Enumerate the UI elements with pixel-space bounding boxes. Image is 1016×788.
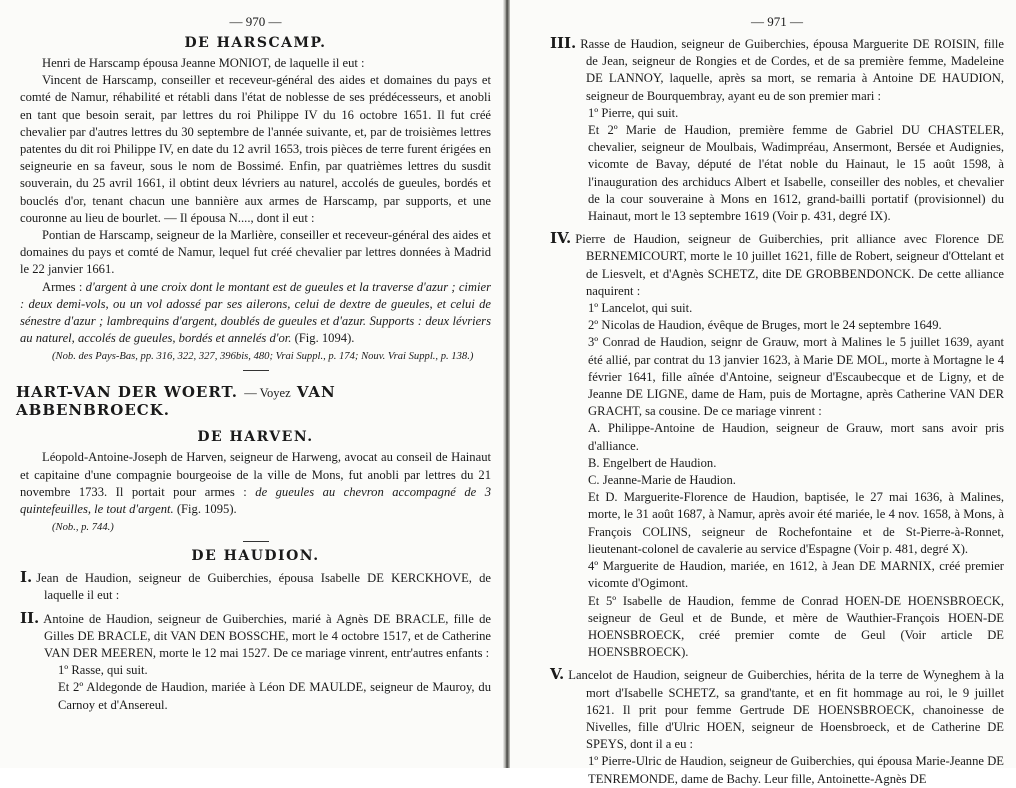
child-entry: 1º Pierre-Ulric de Haudion, seigneur de Guiberchies, qui épousa Marie-Jeanne DE TENREMONDE, dame de Bachy. Leur fille, Antoinette-Agnès DE (588, 754, 1004, 786)
generation-text: Antoine de Haudion, seigneur de Guiberchies, marié à Agnès DE BRACLE, fille de Gilles DE BRACLE, dit VAN DEN BOSSCHE, mort le 4 octobre 1517, et de Catherine VAN DER MEEREN, morte le 12 mai 1527. De ce mariage vinrent, entr'autres enfants : (43, 611, 491, 661)
roman-numeral: II. (20, 608, 40, 627)
book-gutter (503, 0, 510, 768)
hart-title: HART-VAN DER WOERT. (16, 383, 238, 402)
see-target: VAN ABBENBROECK. (16, 383, 336, 420)
figure-ref: (Fig. 1094). (294, 331, 355, 346)
child-entry: 1º Lancelot, qui suit. (588, 301, 693, 316)
grandchild-entry: B. Engelbert de Haudion. (588, 455, 717, 470)
generation-iv (550, 230, 1004, 300)
child-entry: 1º Pierre, qui suit. (588, 105, 679, 120)
heading-harscamp: DE HARSCAMP. (184, 35, 327, 51)
page-971 (510, 0, 1016, 786)
heading-haudion: DE HAUDION. (191, 548, 320, 565)
harscamp-sources: (Nob. des Pays-Bas, pp. 316, 322, 327, 396bis, 480; Vrai Suppl., p. 174; Nouv. Vrai Suppl., p. 138.) (52, 351, 474, 363)
generation-text: Pierre de Haudion, seigneur de Guiberchies, prit alliance avec Florence DE BERNEMICOURT, morte le 10 juillet 1621, fille de Robert, seigneur d'Ottelant et de Liesvelt, et d'Agnès SCHETZ, dite DE GROBBENDONCK. De cette alliance naquirent : (575, 232, 1004, 298)
roman-numeral: V. (550, 665, 565, 684)
divider (243, 370, 269, 371)
harven-text (20, 449, 491, 518)
see-label: — Voyez (244, 386, 291, 401)
roman-numeral: I. (20, 568, 33, 587)
page-970 (0, 0, 505, 768)
child-entry: 3º Conrad de Haudion, seignr de Grauw, mort à Malines le 5 juillet 1639, ayant été allié, par contrat du 13 janvier 1623, à Marie DE MOL, morte à Mortagne le 4 février 1641, fille aînée d'Antoine, seigneur d'Escaubecque et de Ligny, et de Jeanne DE LIGNE, dame de Ham, puis de Mortagne, après Catherine VAN DER GRACHT, sa cousine. De ce mariage vinrent : (588, 335, 1004, 419)
armes-label: Armes : (42, 279, 83, 294)
harven-armes: de gueules au chevron accompagné de 3 quintefeuilles, le tout d'argent. (20, 484, 491, 517)
generation-text: Rasse de Haudion, seigneur de Guiberchies, épousa Marguerite DE ROISIN, fille de Jean, seigneur de Rongies et de Cordes, et de sa première femme, Madeleine DE LANNOY, laquelle, après sa mort, se remaria à Antoine DE HAUDION, seigneur de Bourquembray, ayant eu de son premier mari : (580, 37, 1004, 103)
harscamp-armes (20, 279, 491, 348)
generation-ii (20, 610, 491, 663)
generation-text: Jean de Haudion, seigneur de Guiberchies, épousa Isabelle DE KERCKHOVE, de laquelle il eut : (36, 571, 491, 603)
harscamp-vincent: Vincent de Harscamp, conseiller et receveur-général des aides et domaines du pays et comté de Namur, réhabilité et rétabli dans l'état de noblesse de ses prédécesseurs, et anobli en tant que besoin serait, par lettres du roi Philippe IV du 16 octobre 1651. Il fut créé chevalier par d'autres lettres du 30 septembre de l'année suivante, et, par de troisièmes lettres patentes du dit roi Philippe IV, en date du 12 avril 1653, trois pièces de terre furent érigées en seigneurie en sa faveur, sous le nom de Bossimé. Enfin, par quatrièmes lettres du susdit souverain, du 25 avril 1661, il obtint deux lévriers au naturel, accolés de gueules, bordés et bouclés d'or, tenant chacun une bannière aux armes de Harscamp, par supports, et une couronne au lieu de bourlet. — Il épousa N...., dont il eut : (20, 73, 491, 225)
heading-harven: DE HARVEN. (197, 429, 314, 446)
grandchild-entry: Et D. Marguerite-Florence de Haudion, baptisée, le 27 mai 1636, à Malines, morte, le 31 août 1687, à Namur, après avoir été mariée, le 4 nov. 1658, à Mons, à François COLINS, seigneur de Rochefontaine et de St-Pierre-à-Ronnet, lieutenant-colonel de cavalerie au service d'Espagne (Voir p. 481, degré X). (588, 490, 1004, 556)
harscamp-pontian: Pontian de Harscamp, seigneur de la Marlière, conseiller et receveur-général des aides et domaines du pays et comté de Namur, lequel fut créé chevalier par lettres données à Madrid le 22 janvier 1661. (20, 228, 491, 277)
harven-body: Léopold-Antoine-Joseph de Harven, seigneur de Harweng, avocat au conseil de Hainaut et capitaine d'une compagnie bourgeoise de la ville de Mons, fut anobli par lettres du 21 novembre 1733. Il portait pour armes : (20, 450, 491, 499)
heading-hart-van-der-woert (16, 383, 491, 419)
divider (243, 541, 269, 542)
child-entry: Et 5º Isabelle de Haudion, femme de Conrad HOEN-DE HOENSBROECK, seigneur de Geul et de Bunde, et mère de Wauthier-François HOEN-DE HOENSBROECK, créé premier comte de Geul (Voir article DE HOENSBROECK). (588, 593, 1004, 660)
generation-v (550, 666, 1004, 753)
harscamp-intro: Henri de Harscamp épousa Jeanne MONIOT, de laquelle il eut : (42, 56, 365, 70)
child-entry: 2º Nicolas de Haudion, évêque de Bruges, mort le 24 septembre 1649. (588, 318, 942, 333)
harven-sources: (Nob., p. 744.) (52, 522, 114, 534)
generation-text: Lancelot de Haudion, seigneur de Guiberchies, hérita de la terre de Wyneghem à la mort d'Isabelle SCHETZ, sa grand'tante, et en fit hommage au roi, le 9 juillet 1621. Il prit pour femme Gertrude DE HOENSBROECK, chanoinesse de Nivelles, fille d'Ulric HOEN, seigneur de Hoensbroeck, et de Catherine DE SPEYS, dont il a eu : (568, 668, 1004, 752)
generation-i (20, 569, 491, 604)
generation-iii (550, 35, 1004, 105)
page-number: — 971 — (751, 14, 803, 29)
roman-numeral: III. (550, 34, 577, 52)
child-entry: Et 2º Aldegonde de Haudion, mariée à Léon DE MAULDE, seigneur de Mauroy, du Carnoy et d'Ansereul. (58, 680, 491, 712)
grandchild-entry: C. Jeanne-Marie de Haudion. (588, 473, 736, 488)
roman-numeral: IV. (550, 229, 572, 248)
page-number: — 970 — (229, 14, 282, 29)
figure-ref: (Fig. 1095). (176, 502, 237, 517)
armes-text: d'argent à une croix dont le montant est de gueules et la traverse d'azur ; cimier : deux demi-vols, ou un vol adossé par ses ailerons, celui de dextre de gueules, et celui de sénestre d'azur ; lambrequins d'argent, doublés de gueules et d'azur. Supports : deux lévriers au naturel, accolés de gueules, bordés et annelés d'or. (20, 279, 492, 346)
child-entry: 1º Rasse, qui suit. (58, 663, 148, 678)
child-entry: 4º Marguerite de Haudion, mariée, en 1612, à Jean DE MARNIX, créé premier vicomte d'Ogimont. (588, 559, 1004, 591)
child-entry: Et 2º Marie de Haudion, première femme de Gabriel DU CHASTELER, chevalier, seigneur de Moulbais, Wadimpréau, Ansermont, Bersée et Audignies, vicomte de Bavay, député de l'état noble du Hainaut, le 15 août 1598, à l'inauguration des archiducs Albert et Isabelle, conseiller des nobles, et chevalier de la cour souveraine à Mons en 1612, grand-bailli portatif (provisionnel) du Hainaut, mort le 13 septembre 1619 (Voir p. 431, degré IX). (588, 123, 1004, 224)
grandchild-entry: A. Philippe-Antoine de Haudion, seigneur de Grauw, mort sans avoir pris d'alliance. (588, 421, 1004, 453)
